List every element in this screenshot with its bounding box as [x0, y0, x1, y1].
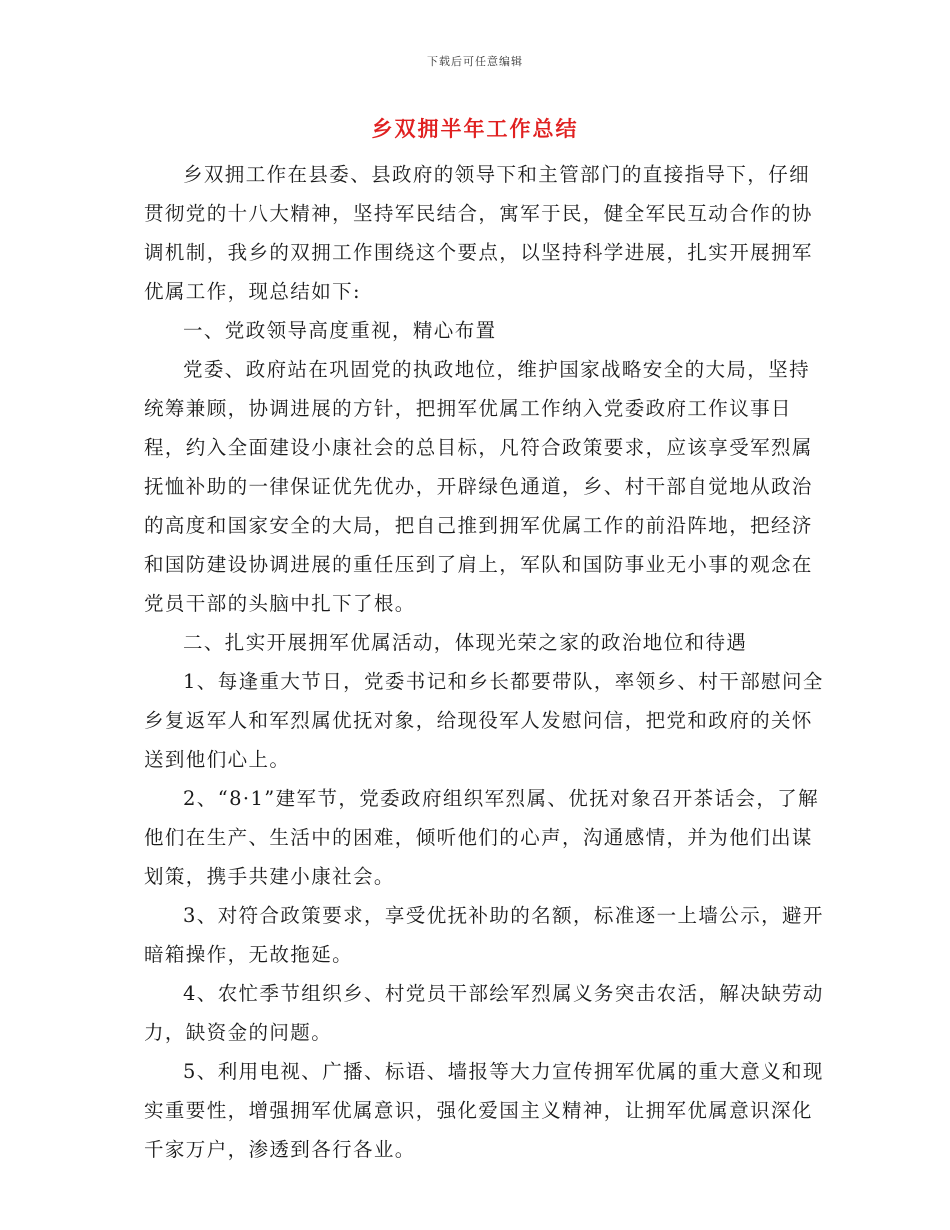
paragraph-section-1: 党委、政府站在巩固党的执政地位，维护国家战略安全的大局，坚持统筹兼顾，协调进展的方针，把拥军优属工作纳入党委政府工作议事日程，约入全面建设小康社会的总目标，凡符合政策要求，应该享受军烈属抚恤补助的一律保证优先优办，开辟绿色通道，乡、村干部自觉地从政治的高度和国家安全的大局，把自己推到拥军优属工作的前沿阵地，把经济和国防建设协调进展的重任压到了肩上，军队和国防事业无小事的观念在党员干部的头脑中扎下了根。 — [144, 358, 813, 615]
list-item-5: 5、利用电视、广播、标语、墙报等大力宣传拥军优属的重大意义和现实重要性，增强拥军优属意识，强化爱国主义精神，让拥军优属意识深化千家万户，渗透到各行各业。 — [144, 1060, 824, 1161]
list-item-4: 4、农忙季节组织乡、村党员干部绘军烈属义务突击农活，解决缺劳动力，缺资金的问题。 — [144, 982, 824, 1044]
paragraph-intro: 乡双拥工作在县委、县政府的领导下和主管部门的直接指导下，仔细贯彻党的十八大精神，坚持军民结合，寓军于民，健全军民互动合作的协调机制，我乡的双拥工作围绕这个要点，以坚持科学进展，扎实开展拥军优属工作，现总结如下: — [144, 163, 813, 303]
section-heading-1: 一、党政领导高度重视，精心布置 — [183, 319, 497, 342]
list-item-1: 1、每逢重大节日，党委书记和乡长都要带队，率领乡、村干部慰问全乡复返军人和军烈属优抚对象，给现役军人发慰问信，把党和政府的关怀送到他们心上。 — [144, 670, 824, 771]
header-note: 下载后可任意编辑 — [427, 55, 523, 68]
document-body — [144, 155, 824, 1169]
list-item-2: 2、“8·1”建军节，党委政府组织军烈属、优抚对象召开茶话会，了解他们在生产、生活中的困难，倾听他们的心声，沟通感情，并为他们出谋划策，携手共建小康社会。 — [144, 787, 820, 888]
section-heading-2: 二、扎实开展拥军优属活动，体现光荣之家的政治地位和待遇 — [183, 631, 748, 654]
list-item-3: 3、对符合政策要求，享受优抚补助的名额，标准逐一上墙公示，避开暗箱操作，无故拖延。 — [144, 904, 824, 966]
document-title: 乡双拥半年工作总结 — [371, 116, 579, 141]
